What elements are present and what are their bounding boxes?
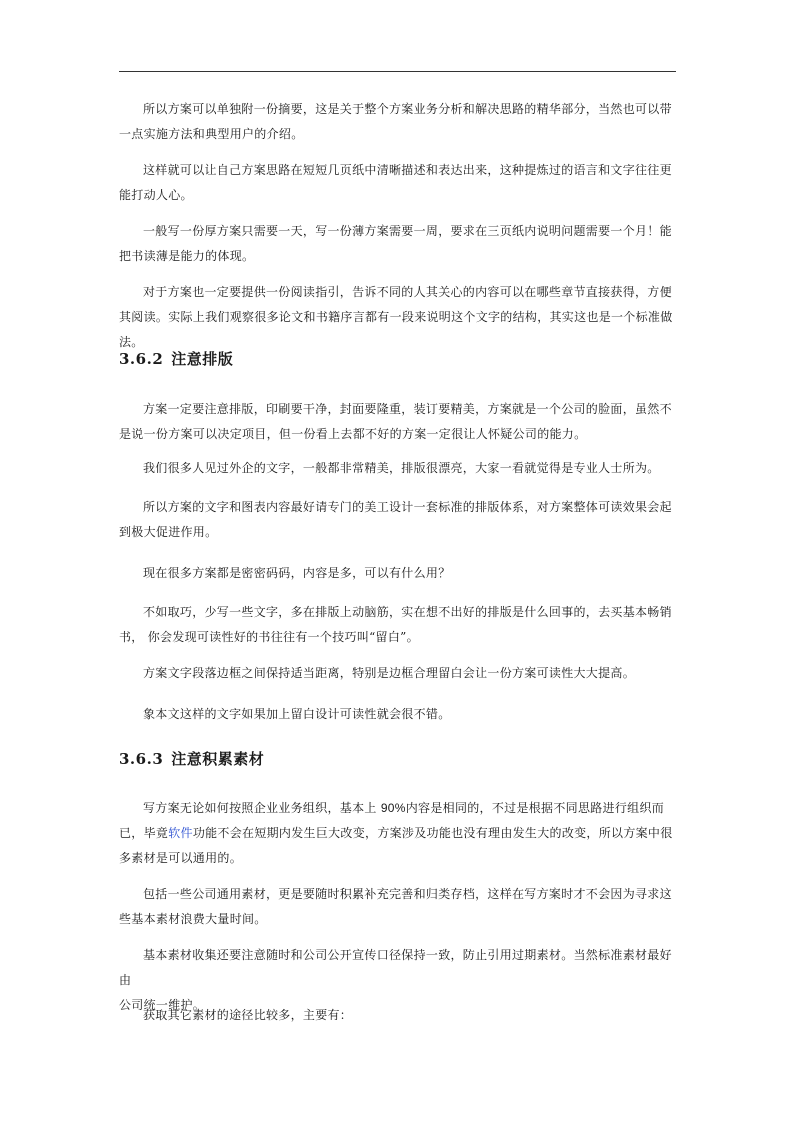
paragraph-thin-plan: 一般写一份厚方案只需要一天，写一份薄方案需要一周，要求在三页纸内说明问题需要一个月！能把书读薄是能力的体现。 [119,224,672,263]
text-span: 功能不会在短期内发生巨大改变，方案涉及功能也没有理由发生大的改变，所以方案中很多素材是可以通用的。 [119,826,673,865]
section-title: 注意排版 [171,350,234,368]
paragraph-layout-intro: 方案一定要注意排版，印刷要干净，封面要隆重，装订要精美，方案就是一个公司的脸面，虽然不是说一份方案可以决定项目，但一份看上去都不好的方案一定很让人怀疑公司的能力。 [119,402,672,441]
paragraph-reading-guide: 对于方案也一定要提供一份阅读指引，告诉不同的人其关心的内容可以在哪些章节直接获得，方便其阅读。实际上我们观察很多论文和书籍序言都有一段来说明这个文字的结构，其实这也是一个标准做法。 [119,285,673,349]
text-line-clipped: 公司统一维护。 [119,998,206,1012]
percent-value: 90% [380,801,406,815]
section-number: 3.6.3 [119,750,164,768]
header-rule [119,71,676,72]
paragraph-margins: 方案文字段落边框之间保持适当距离，特别是边框合理留白会让一份方案可读性大大提高。 [143,666,636,680]
paragraph-this-text: 象本文这样的文字如果加上留白设计可读性就会很不错。 [143,707,451,721]
section-heading-362 [119,349,233,369]
text-span: 写方案无论如何按照企业业务组织，基本上 [143,801,381,815]
paragraph-foreign-docs: 我们很多人见过外企的文字，一般都非常精美，排版很漂亮，大家一看就觉得是专业人士所为。 [143,461,660,475]
text-line: 基本素材收集还要注意随时和公司公开宣传口径保持一致，防止引用过期素材。当然标准素材最好由 [119,948,672,987]
paragraph-basic-materials [119,943,677,1012]
section-heading-363 [119,749,264,769]
paragraph-whitespace: 不如取巧，少写一些文字，多在排版上动脑筋，实在想不出好的排版是什么回事的，去买基本畅销书， 你会发现可读性好的书往往有一个技巧叫“留白”。 [119,605,672,644]
software-link[interactable]: 软件 [168,826,193,840]
paragraph-common-materials: 包括一些公司通用素材，更是要随时积累补充完善和归类存档，这样在写方案时才不会因为寻求这些基本素材浪费大量时间。 [119,887,672,926]
paragraph-other-sources: 获取其它素材的途径比较多，主要有： [143,1008,353,1022]
paragraph-dense-content: 现在很多方案都是密密码码，内容是多，可以有什么用？ [143,566,451,580]
section-number: 3.6.2 [119,350,164,368]
text-span: 内容是相同的，不过是根据不同思路进行组织而已，毕竟 [119,801,665,840]
paragraph-concise: 这样就可以让自己方案思路在短短几页纸中清晰描述和表达出来，这种提炼过的语言和文字往往更能打动人心。 [119,163,672,202]
paragraph-art-design: 所以方案的文字和图表内容最好请专门的美工设计一套标准的排版体系，对方案整体可读效果会起到极大促进作用。 [119,500,672,539]
section-title: 注意积累素材 [171,750,265,768]
paragraph-materials-reuse [119,796,677,871]
paragraph-summary: 所以方案可以单独附一份摘要，这是关于整个方案业务分析和解决思路的精华部分，当然也可以带一点实施方法和典型用户的介绍。 [119,102,672,141]
